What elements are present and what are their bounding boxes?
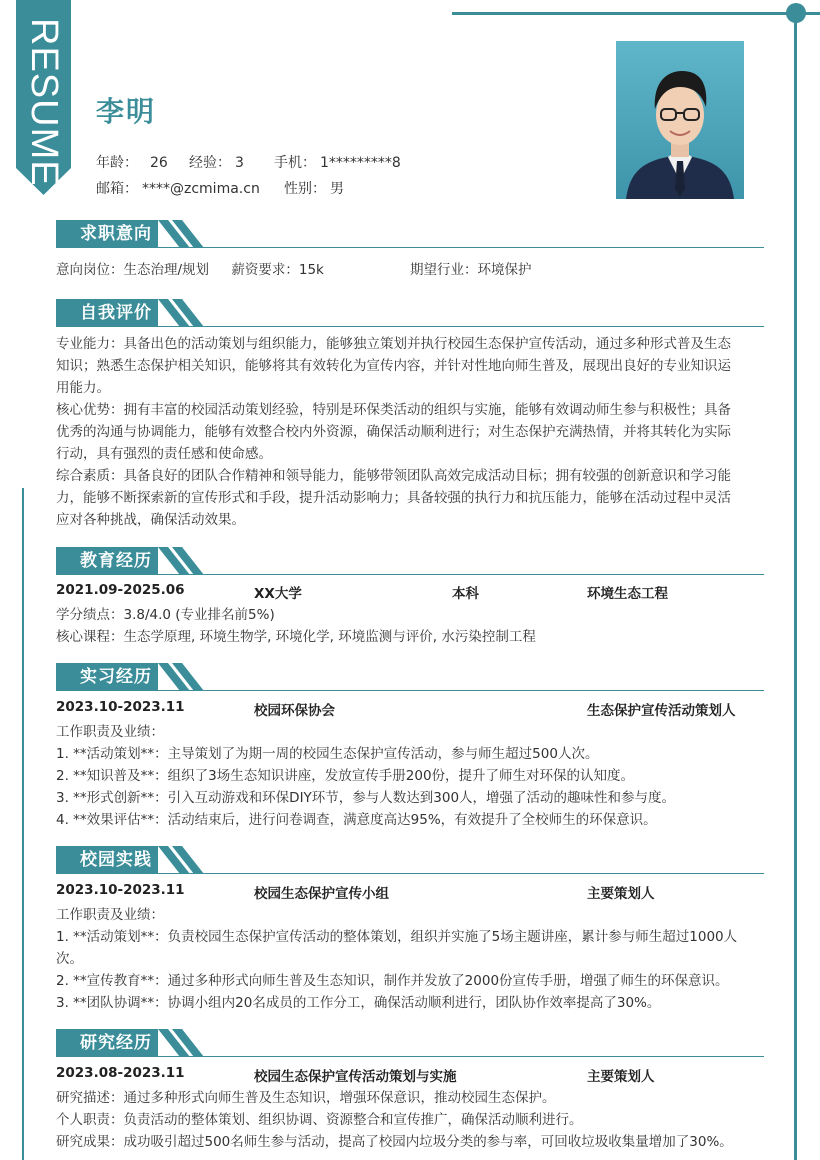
phone-field xyxy=(274,152,401,172)
intent-position: 意向岗位：生态治理/规划 xyxy=(56,262,210,278)
internship-details xyxy=(56,721,768,831)
candidate-name: 李明 xyxy=(96,95,157,128)
campus-org: 校园生态保护宣传小组 xyxy=(254,886,389,902)
section-campus-practice xyxy=(56,846,764,874)
section-title: 自我评价 xyxy=(56,299,158,327)
section-title: 实习经历 xyxy=(56,663,158,691)
header-stripes xyxy=(158,1029,208,1057)
text-line: 用能力。 xyxy=(56,380,110,396)
experience-value: 3 xyxy=(235,155,244,171)
header-stripes xyxy=(158,220,208,248)
text-line: 优秀的沟通与协调能力，能够有效整合校内外资源，确保活动顺利进行；对生态保护充满热情，并将其转化为实际 xyxy=(56,424,731,440)
text-line: 1. **活动策划**：负责校园生态保护宣传活动的整体策划，组织并实施了5场主题讲座，累计参与师生超过1000人 xyxy=(56,929,738,945)
internship-role: 生态保护宣传活动策划人 xyxy=(587,703,736,719)
text-line: 次。 xyxy=(56,951,83,967)
text-line: 研究描述：通过多种形式向师生普及生态知识，增强环保意识，推动校园生态保护。 xyxy=(56,1090,556,1106)
text-line: 知识；熟悉生态保护相关知识，能够将其有效转化为宣传内容，并针对性地向师生普及，展现出良好的专业知识运 xyxy=(56,358,731,374)
research-date: 2023.08-2023.11 xyxy=(56,1065,185,1081)
text-line: 研究成果：成功吸引超过500名师生参与活动，提高了校园内垃圾分类的参与率，可回收垃圾收集量增加了30%。 xyxy=(56,1134,733,1150)
education-date: 2021.09-2025.06 xyxy=(56,582,185,598)
header-stripes xyxy=(158,663,208,691)
gender-value: 男 xyxy=(330,181,344,197)
text-line: 应对各种挑战，确保活动效果。 xyxy=(56,512,245,528)
section-job-intent xyxy=(56,220,764,248)
research-role: 主要策划人 xyxy=(587,1069,655,1085)
internship-date: 2023.10-2023.11 xyxy=(56,699,185,715)
resume-ribbon-text: RESUME xyxy=(23,18,65,187)
section-title: 校园实践 xyxy=(56,846,158,874)
education-school: XX大学 xyxy=(254,586,302,602)
text-line: 4. **效果评估**：活动结束后，进行问卷调查，满意度高达95%，有效提升了全校师生的环保意识。 xyxy=(56,812,657,828)
research-details xyxy=(56,1087,768,1153)
campus-role: 主要策划人 xyxy=(587,886,655,902)
email-label: 邮箱： xyxy=(96,181,138,197)
left-decor-line xyxy=(22,488,24,1160)
age-field xyxy=(96,152,168,172)
campus-date: 2023.10-2023.11 xyxy=(56,882,185,898)
education-major: 环境生态工程 xyxy=(587,586,668,602)
text-line: 3. **形式创新**：引入互动游戏和环保DIY环节，参与人数达到300人，增强了活动的趣味性和参与度。 xyxy=(56,790,676,806)
intent-row xyxy=(56,259,768,281)
text-line: 3. **团队协调**：协调小组内20名成员的工作分工，确保活动顺利进行，团队协作效率提高了30%。 xyxy=(56,995,661,1011)
phone-value: 1*********8 xyxy=(320,155,401,171)
text-line: 行动，具有强烈的责任感和使命感。 xyxy=(56,446,272,462)
text-line: 综合素质：具备良好的团队合作精神和领导能力，能够带领团队高效完成活动目标；拥有较强的创新意识和学习能 xyxy=(56,468,731,484)
text-line: 力，能够不断探索新的宣传形式和手段，提升活动影响力；具备较强的执行力和抗压能力，能够在活动过程中灵活 xyxy=(56,490,731,506)
right-decor-line xyxy=(794,14,797,1160)
gender-label: 性别： xyxy=(284,181,326,197)
experience-label: 经验： xyxy=(189,155,231,171)
research-project: 校园生态保护宣传活动策划与实施 xyxy=(254,1069,457,1085)
top-decor-line xyxy=(452,12,820,15)
section-self-evaluation xyxy=(56,299,764,327)
self-evaluation-text xyxy=(56,333,768,531)
experience-field xyxy=(189,152,244,172)
text-line: 2. **知识普及**：组织了3场生态知识讲座，发放宣传手册200份，提升了师生对环保的认知度。 xyxy=(56,768,635,784)
text-line: 核心课程：生态学原理, 环境生物学, 环境化学, 环境监测与评价, 水污染控制工程 xyxy=(56,629,536,645)
education-details xyxy=(56,604,768,648)
age-label: 年龄： xyxy=(96,155,138,171)
resume-ribbon xyxy=(16,0,71,195)
profile-photo xyxy=(616,41,744,199)
campus-details xyxy=(56,904,768,1014)
text-line: 1. **活动策划**：主导策划了为期一周的校园生态保护宣传活动，参与师生超过500人次。 xyxy=(56,746,599,762)
text-line: 工作职责及业绩： xyxy=(56,907,164,923)
email-value: ****@zcmima.cn xyxy=(142,181,260,197)
phone-label: 手机： xyxy=(274,155,316,171)
age-value: 26 xyxy=(150,155,168,171)
text-line: 学分绩点：3.8/4.0 (专业排名前5%) xyxy=(56,607,275,623)
education-degree: 本科 xyxy=(452,586,479,602)
text-line: 专业能力：具备出色的活动策划与组织能力，能够独立策划并执行校园生态保护宣传活动，通过多种形式普及生态 xyxy=(56,336,731,352)
header-stripes xyxy=(158,547,208,575)
header-stripes xyxy=(158,846,208,874)
intent-industry: 期望行业：环境保护 xyxy=(410,262,532,278)
text-line: 工作职责及业绩： xyxy=(56,724,164,740)
gender-field xyxy=(284,178,344,198)
section-title: 研究经历 xyxy=(56,1029,158,1057)
section-title: 教育经历 xyxy=(56,547,158,575)
section-research xyxy=(56,1029,764,1057)
section-education xyxy=(56,547,764,575)
header-stripes xyxy=(158,299,208,327)
text-line: 个人职责：负责活动的整体策划、组织协调、资源整合和宣传推广，确保活动顺利进行。 xyxy=(56,1112,583,1128)
email-field xyxy=(96,178,260,198)
intent-salary: 薪资要求：15k xyxy=(231,262,324,278)
section-internship xyxy=(56,663,764,691)
text-line: 核心优势：拥有丰富的校园活动策划经验，特别是环保类活动的组织与实施，能够有效调动师生参与积极性；具备 xyxy=(56,402,731,418)
section-title: 求职意向 xyxy=(56,220,158,248)
internship-org: 校园环保协会 xyxy=(254,703,335,719)
text-line: 2. **宣传教育**：通过多种形式向师生普及生态知识，制作并发放了2000份宣传手册，增强了师生的环保意识。 xyxy=(56,973,729,989)
